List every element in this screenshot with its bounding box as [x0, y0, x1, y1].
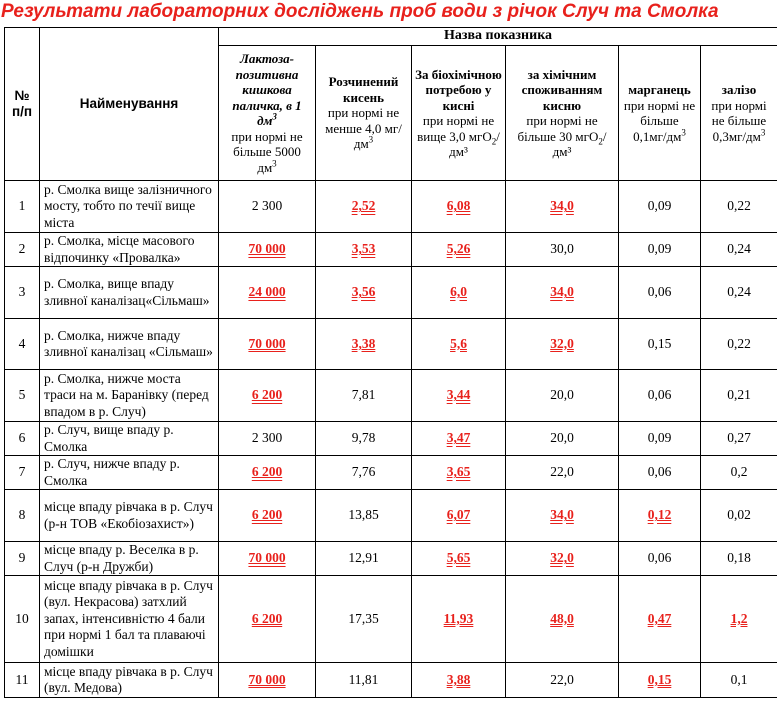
row-number: 8	[5, 490, 40, 542]
header-group: Назва показника	[219, 28, 777, 46]
row-value: 6 200	[251, 387, 283, 403]
row-value-cell	[701, 456, 777, 490]
row-value: 13,85	[348, 507, 379, 523]
row-value-cell	[506, 456, 619, 490]
row-value-cell	[619, 663, 701, 698]
row-number: 7	[5, 456, 40, 490]
row-value-cell	[219, 267, 316, 319]
row-number: 3	[5, 267, 40, 319]
row-number: 6	[5, 422, 40, 456]
row-value-cell	[219, 576, 316, 663]
header-indicator	[701, 46, 777, 181]
row-value: 6,08	[446, 198, 471, 214]
row-value: 22,0	[550, 464, 574, 480]
row-value-cell	[316, 422, 412, 456]
row-value: 6 200	[251, 464, 283, 480]
row-value-cell	[412, 181, 506, 233]
row-value-cell	[219, 181, 316, 233]
row-value: 30,0	[550, 241, 574, 257]
row-value: 0,06	[647, 464, 672, 480]
row-name: місце впаду рівчака в р. Случ (вул. Некрасова) затхлий запах, інтенсивністю 4 бали при нормі 1 бал та плаваючі домішки	[40, 576, 219, 663]
row-number: 9	[5, 542, 40, 576]
header-indicator	[219, 46, 316, 181]
row-value: 3,56	[351, 284, 376, 300]
indicator-norm: при нормі не більше $0,3мг/дм^3$	[711, 97, 767, 144]
row-value: 3,44	[446, 387, 471, 403]
row-name: р. Смолка, нижче моста траси на м. Баранівку (перед впадом в р. Случ)	[40, 370, 219, 422]
row-value-cell	[412, 663, 506, 698]
row-value: 34,0	[550, 198, 574, 214]
indicator-name: залізо	[721, 82, 757, 97]
row-value-cell	[619, 542, 701, 576]
indicator-name-sup: 3	[272, 111, 277, 122]
row-value: 6 200	[251, 507, 283, 523]
row-value: 3,38	[351, 335, 376, 351]
row-value: 0,2	[730, 464, 748, 480]
row-value: 5,6	[450, 335, 467, 351]
row-value: 12,91	[348, 550, 379, 566]
row-value-cell	[506, 370, 619, 422]
row-name: р. Смолка, вище впаду зливної каналізац«Сільмаш»	[40, 267, 219, 319]
row-value-cell	[316, 233, 412, 267]
row-value: 0,22	[727, 335, 751, 351]
row-number: 10	[5, 576, 40, 663]
row-value-cell	[316, 370, 412, 422]
row-value-cell	[412, 267, 506, 319]
row-value-cell	[701, 319, 777, 370]
row-value: 0,06	[647, 550, 672, 566]
row-value: 0,09	[647, 430, 672, 446]
row-value: 0,18	[727, 550, 751, 566]
row-number: 5	[5, 370, 40, 422]
row-value: 0,15	[647, 335, 672, 351]
indicator-norm-tail: /дм³	[449, 128, 500, 159]
indicator-norm-sup: 3	[272, 158, 277, 169]
indicator-name: за хімічним споживанням кисню	[521, 66, 603, 113]
row-value-cell	[701, 370, 777, 422]
row-value: 70 000	[248, 335, 286, 351]
row-value: 6,0	[450, 284, 467, 300]
row-value-cell	[219, 422, 316, 456]
row-value-cell	[219, 233, 316, 267]
row-value-cell	[316, 267, 412, 319]
header-name: Найменування	[40, 28, 219, 181]
row-value-cell	[316, 663, 412, 698]
row-value-cell	[316, 542, 412, 576]
row-value-cell	[316, 576, 412, 663]
row-value-cell	[619, 576, 701, 663]
indicator-norm-tail: /дм³	[552, 128, 607, 159]
row-value: 20,0	[550, 430, 574, 446]
row-number: 11	[5, 663, 40, 698]
row-value: 0,15	[647, 671, 672, 687]
row-value: 1,2	[730, 610, 748, 626]
header-num: № п/п	[5, 28, 40, 181]
row-value: 34,0	[550, 284, 574, 300]
indicator-norm-sup: 3	[760, 127, 766, 138]
row-value-cell	[506, 576, 619, 663]
row-value-cell	[316, 319, 412, 370]
row-value: 0,06	[647, 284, 672, 300]
row-value: 2,52	[351, 198, 376, 214]
water-quality-table	[4, 27, 777, 698]
row-value-cell	[506, 267, 619, 319]
indicator-norm: при нормі не більше 5000 $дм^3$	[231, 128, 303, 175]
row-value: 24 000	[248, 284, 286, 300]
row-value-cell	[701, 233, 777, 267]
table-row	[5, 181, 777, 233]
indicator-norm: при нормі не більше 30 мгО$_2$/дм³	[517, 113, 607, 159]
indicator-norm-sup: 3	[368, 134, 374, 145]
row-value-cell	[701, 576, 777, 663]
row-value-cell	[316, 456, 412, 490]
row-name: місце впаду р. Веселка в р. Случ (р-н Дружби)	[40, 542, 219, 576]
row-value-cell	[619, 233, 701, 267]
row-value-cell	[619, 490, 701, 542]
row-value-cell	[506, 490, 619, 542]
table-row	[5, 490, 777, 542]
indicator-name: Лактоза-позитивна кишкова паличка, в 1 $дм^3$	[232, 51, 302, 128]
row-name: місце впаду рівчака в р. Случ (вул. Медова)	[40, 663, 219, 698]
row-value: 0,27	[727, 430, 751, 446]
indicator-norm-sub: 2	[491, 136, 497, 147]
row-value-cell	[219, 370, 316, 422]
row-value: 11,81	[348, 671, 379, 687]
row-number: 4	[5, 319, 40, 370]
row-name: р. Смолка вище залізничного мосту, тобто по течії вище міста	[40, 181, 219, 233]
row-name: місце впаду рівчака в р. Случ (р-н ТОВ «Екобіозахист»)	[40, 490, 219, 542]
table-row	[5, 576, 777, 663]
row-value: 3,88	[446, 671, 471, 687]
row-value: 5,65	[446, 550, 471, 566]
row-value-cell	[412, 233, 506, 267]
row-value: 0,22	[727, 198, 751, 214]
table-row	[5, 319, 777, 370]
row-value-cell	[506, 663, 619, 698]
row-value: 0,12	[647, 507, 672, 523]
table-row	[5, 663, 777, 698]
row-value: 48,0	[550, 610, 574, 626]
row-value-cell	[412, 422, 506, 456]
indicator-norm: при нормі не менше 4,0 $мг/дм^3$	[325, 105, 402, 152]
row-value: 0,24	[727, 284, 751, 300]
row-value-cell	[506, 319, 619, 370]
table-row	[5, 542, 777, 576]
row-value: 2 300	[251, 430, 283, 446]
row-value: 70 000	[248, 671, 286, 687]
row-value: 3,47	[446, 430, 471, 446]
row-value: 70 000	[248, 550, 286, 566]
table-row	[5, 233, 777, 267]
row-value: 0,21	[727, 387, 751, 403]
row-value-cell	[219, 490, 316, 542]
row-value-cell	[701, 542, 777, 576]
row-number: 1	[5, 181, 40, 233]
row-value-cell	[619, 370, 701, 422]
row-value-cell	[506, 181, 619, 233]
row-value: 0,09	[647, 241, 672, 257]
header-indicator	[316, 46, 412, 181]
row-value-cell	[701, 267, 777, 319]
row-value-cell	[412, 370, 506, 422]
row-value: 0,24	[727, 241, 751, 257]
row-value-cell	[619, 181, 701, 233]
row-value-cell	[619, 422, 701, 456]
row-value: 32,0	[550, 550, 574, 566]
row-value-cell	[412, 576, 506, 663]
row-value: 3,65	[446, 464, 471, 480]
row-name: р. Смолка, місце масового відпочинку «Провалка»	[40, 233, 219, 267]
row-value: 6,07	[446, 507, 471, 523]
indicator-name: За біохімічною потребою у кисні	[415, 66, 502, 113]
row-value-cell	[619, 319, 701, 370]
row-value-cell	[619, 456, 701, 490]
row-value: 2 300	[251, 198, 283, 214]
row-value: 3,53	[351, 241, 376, 257]
indicator-norm-sup: 3	[681, 127, 686, 138]
row-name: р. Смолка, нижче впаду зливної каналізац «Сільмаш»	[40, 319, 219, 370]
row-value-cell	[412, 319, 506, 370]
row-value: 11,93	[443, 610, 474, 626]
row-value-cell	[412, 542, 506, 576]
indicator-name: марганець	[628, 82, 691, 97]
indicator-norm-sub: 2	[598, 136, 603, 147]
row-name: р. Случ, вище впаду р. Смолка	[40, 422, 219, 456]
row-value-cell	[219, 542, 316, 576]
row-value-cell	[219, 663, 316, 698]
row-value: 0,02	[727, 507, 751, 523]
row-value-cell	[506, 233, 619, 267]
row-value-cell	[412, 456, 506, 490]
indicator-name: Розчинений кисень	[328, 74, 399, 105]
indicator-norm: при нормі не вище 3,0 мгО$_2$/дм³	[417, 113, 500, 159]
row-value-cell	[316, 490, 412, 542]
row-value: 34,0	[550, 507, 574, 523]
row-value: 22,0	[550, 671, 574, 687]
row-value-cell	[412, 490, 506, 542]
row-value-cell	[506, 542, 619, 576]
row-value: 32,0	[550, 335, 574, 351]
header-indicator	[412, 46, 506, 181]
page-title: Результати лабораторних досліджень проб води з річок Случ та Смолка	[1, 1, 719, 22]
table-row	[5, 267, 777, 319]
row-value: 7,76	[351, 464, 376, 480]
table-row	[5, 456, 777, 490]
row-value: 9,78	[351, 430, 376, 446]
row-value: 70 000	[248, 241, 286, 257]
row-value: 0,1	[730, 671, 748, 687]
row-value-cell	[701, 490, 777, 542]
row-value: 5,26	[446, 241, 471, 257]
row-number: 2	[5, 233, 40, 267]
header-indicator	[506, 46, 619, 181]
row-value: 0,06	[647, 387, 672, 403]
row-value: 20,0	[550, 387, 574, 403]
row-name: р. Случ, нижче впаду р. Смолка	[40, 456, 219, 490]
row-value: 0,09	[647, 198, 672, 214]
indicator-norm: при нормі не більше $0,1мг/дм^3$	[623, 97, 696, 144]
row-value: 6 200	[251, 610, 283, 626]
row-value: 17,35	[348, 610, 379, 626]
row-value-cell	[701, 422, 777, 456]
table-row	[5, 370, 777, 422]
row-value: 7,81	[351, 387, 376, 403]
row-value-cell	[506, 422, 619, 456]
row-value-cell	[701, 181, 777, 233]
row-value-cell	[219, 319, 316, 370]
row-value-cell	[619, 267, 701, 319]
row-value-cell	[701, 663, 777, 698]
table-row	[5, 422, 777, 456]
header-indicator	[619, 46, 701, 181]
row-value-cell	[219, 456, 316, 490]
row-value: 0,47	[647, 610, 672, 626]
row-value-cell	[316, 181, 412, 233]
